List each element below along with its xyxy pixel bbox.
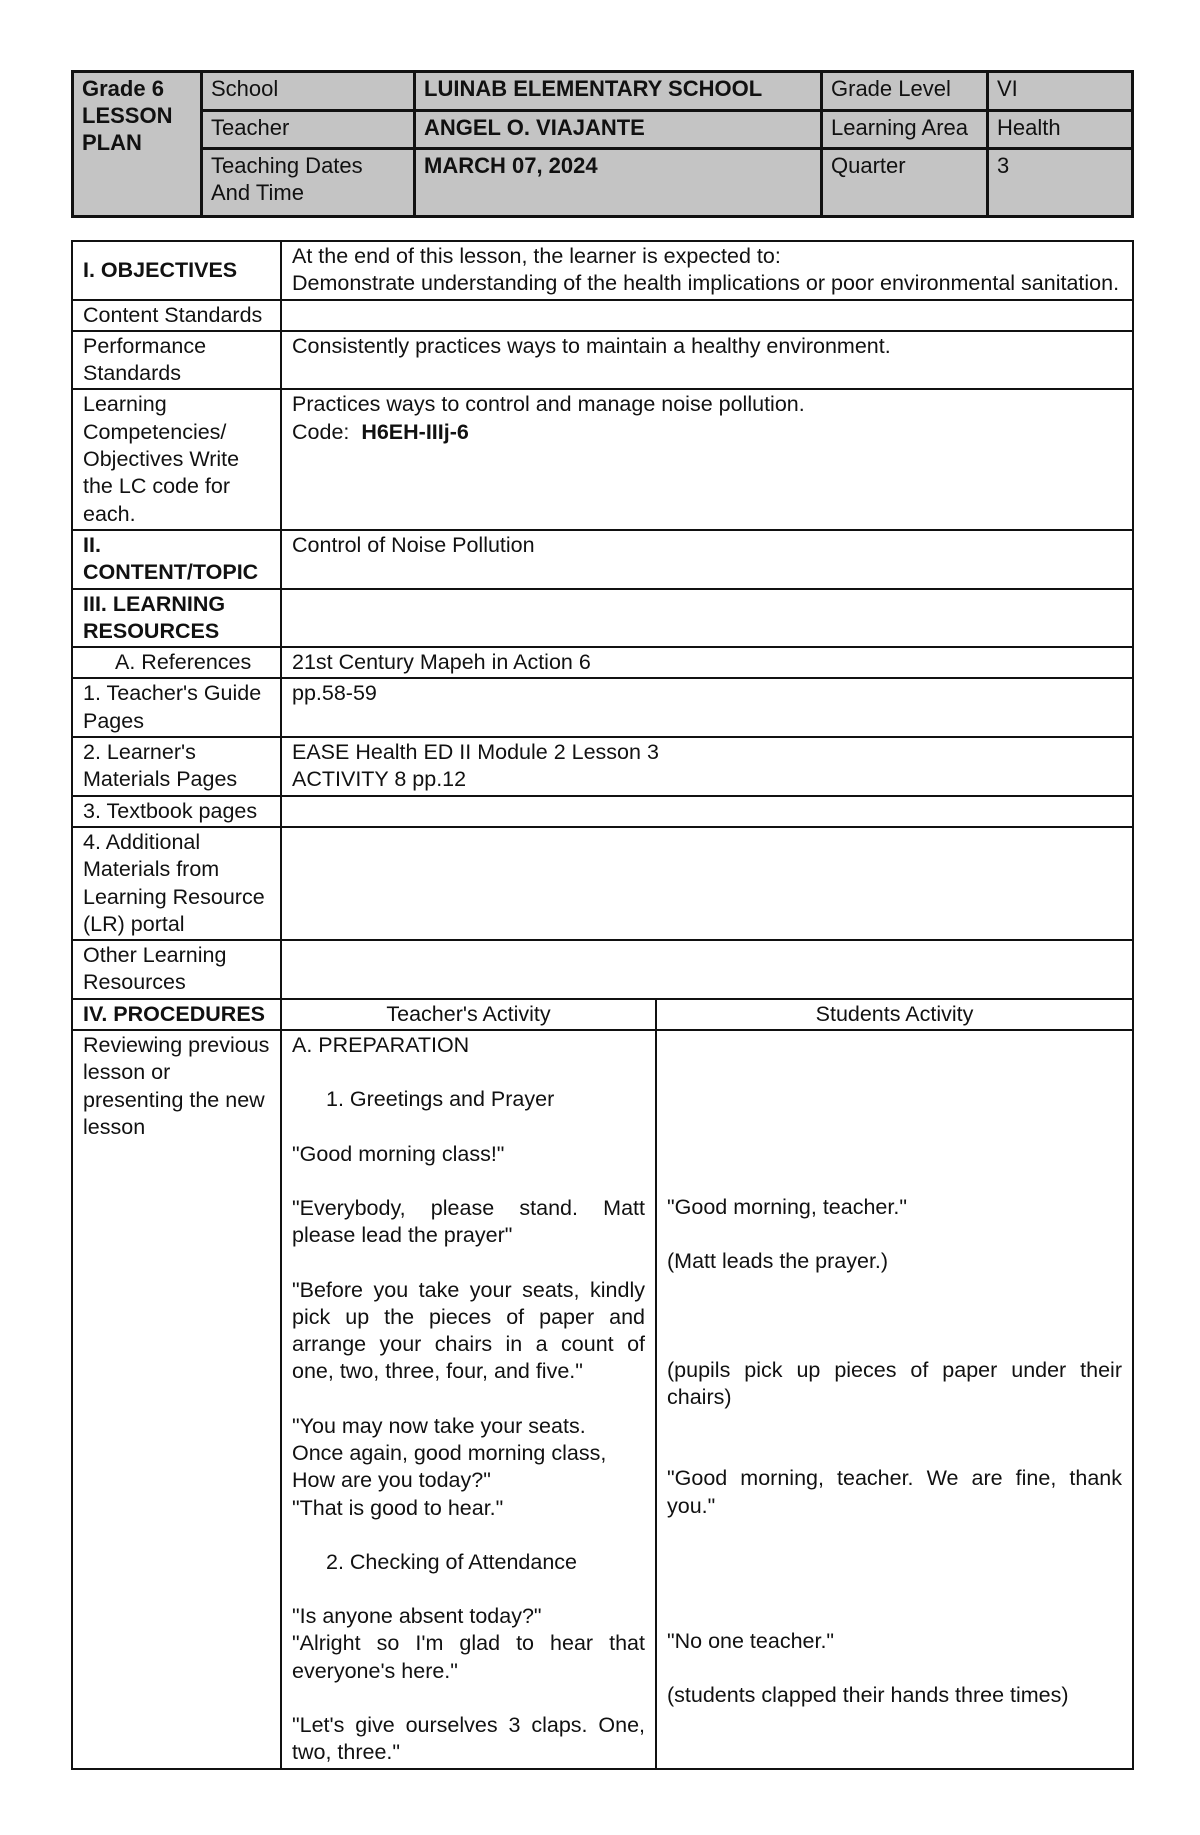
objectives-value: [281, 241, 1133, 300]
teacher-activity-header: Teacher's Activity: [281, 999, 656, 1030]
learning-competencies-label: Learning Competencies/ Objectives Write the LC code for each.: [72, 389, 281, 529]
student-line-6: (students clapped their hands three times): [667, 1683, 1069, 1708]
additional-materials-label: 4. Additional Materials from Learning Resource (LR) portal: [72, 827, 281, 940]
dates-label: Teaching Dates And Time: [202, 149, 415, 217]
teacher-line-3: "Before you take your seats, kindly pick up the pieces of paper and arrange your chairs in a count of one, two, three, four, and five.": [292, 1277, 645, 1384]
quarter-value: 3: [988, 149, 1133, 217]
teacher-line-2: "Everybody, please stand. Matt please lead the prayer": [292, 1195, 645, 1248]
teacher-label: Teacher: [202, 110, 415, 149]
school-label: School: [202, 72, 415, 111]
performance-standards-row: [72, 331, 1133, 390]
competency-text: Practices ways to control and manage noise pollution.: [292, 392, 805, 417]
learning-resources-label: III. LEARNING RESOURCES: [72, 589, 281, 648]
content-standards-value: [281, 300, 1133, 331]
teacher-activity-cell: [281, 1030, 656, 1769]
teacher-line-1: "Good morning class!": [292, 1141, 505, 1166]
code-label: Code:: [292, 419, 350, 444]
textbook-row: [72, 796, 1133, 827]
student-line-4: "Good morning, teacher. We are fine, thank you.": [667, 1466, 1122, 1518]
performance-standards-value: Consistently practices ways to maintain a healthy environment.: [281, 331, 1133, 390]
learners-materials-row: [72, 737, 1133, 796]
greetings-heading: 1. Greetings and Prayer: [326, 1087, 555, 1112]
grade-level-value: VI: [988, 72, 1133, 111]
teacher-value: ANGEL O. VIAJANTE: [415, 110, 822, 149]
teacher-line-4c: How are you today?": [292, 1468, 491, 1493]
other-resources-row: [72, 940, 1133, 999]
teacher-line-5: "Is anyone absent today?": [292, 1604, 542, 1629]
content-topic-row: [72, 530, 1133, 589]
learning-competencies-row: [72, 389, 1133, 529]
learners-materials-value: [281, 737, 1133, 796]
learning-area-label: Learning Area: [822, 110, 988, 149]
competency-code: [292, 419, 1122, 446]
teacher-line-4b: Once again, good morning class,: [292, 1440, 607, 1465]
student-line-3: (pupils pick up pieces of paper under their chairs): [667, 1357, 1122, 1409]
objectives-line1: At the end of this lesson, the learner is expected to:: [292, 244, 781, 268]
teachers-guide-label: 1. Teacher's Guide Pages: [72, 678, 281, 737]
textbook-label: 3. Textbook pages: [72, 796, 281, 827]
content-standards-label: Content Standards: [72, 300, 281, 331]
objectives-row: [72, 241, 1133, 300]
content-standards-row: [72, 300, 1133, 331]
student-line-1: "Good morning, teacher.": [667, 1195, 907, 1220]
references-value: 21st Century Mapeh in Action 6: [281, 647, 1133, 678]
preparation-heading: A. PREPARATION: [292, 1033, 470, 1058]
students-activity-header: Students Activity: [656, 999, 1133, 1030]
teacher-line-7: "Let's give ourselves 3 claps. One, two, three.": [292, 1713, 645, 1765]
grade-level-label: Grade Level: [822, 72, 988, 111]
procedure-step-label: Reviewing previous lesson or presenting the new lesson: [72, 1030, 281, 1769]
references-label: A. References: [72, 647, 281, 678]
teacher-line-4a: "You may now take your seats.: [292, 1413, 586, 1438]
student-line-2: (Matt leads the prayer.): [667, 1249, 889, 1274]
content-topic-label: II. CONTENT/TOPIC: [72, 530, 281, 589]
attendance-heading: 2. Checking of Attendance: [326, 1549, 578, 1574]
teacher-line-6: "Alright so I'm glad to hear that everyone's here.": [292, 1631, 645, 1683]
lesson-table: [71, 240, 1134, 1770]
students-activity-cell: [656, 1030, 1133, 1769]
procedures-body-row: [72, 1030, 1133, 1769]
learning-competencies-value: [281, 389, 1133, 529]
additional-materials-row: [72, 827, 1133, 940]
teachers-guide-row: [72, 678, 1133, 737]
objectives-line2: Demonstrate understanding of the health implications or poor environmental sanitation.: [292, 271, 1120, 296]
student-line-5: "No one teacher.": [667, 1628, 835, 1653]
learners-materials-label: 2. Learner's Materials Pages: [72, 737, 281, 796]
teachers-guide-value: pp.58-59: [281, 678, 1133, 737]
performance-standards-label: Performance Standards: [72, 331, 281, 390]
content-topic-value: Control of Noise Pollution: [281, 530, 1133, 589]
code-value: H6EH-IIIj-6: [361, 419, 469, 444]
references-row: [72, 647, 1133, 678]
teacher-line-4d: "That is good to hear.": [292, 1495, 504, 1520]
procedures-label: IV. PROCEDURES: [72, 999, 281, 1030]
other-resources-label: Other Learning Resources: [72, 940, 281, 999]
learning-resources-row: [72, 589, 1133, 648]
procedures-header-row: [72, 999, 1133, 1030]
learning-area-value: Health: [988, 110, 1133, 149]
learners-materials-line2: ACTIVITY 8 pp.12: [292, 767, 467, 792]
quarter-label: Quarter: [822, 149, 988, 217]
learners-materials-line1: EASE Health ED II Module 2 Lesson 3: [292, 740, 659, 765]
objectives-label: I. OBJECTIVES: [72, 241, 281, 300]
dates-value: MARCH 07, 2024: [415, 149, 822, 217]
header-table: [71, 70, 1134, 218]
school-value: LUINAB ELEMENTARY SCHOOL: [415, 72, 822, 111]
grade-title: Grade 6 LESSON PLAN: [73, 72, 202, 217]
